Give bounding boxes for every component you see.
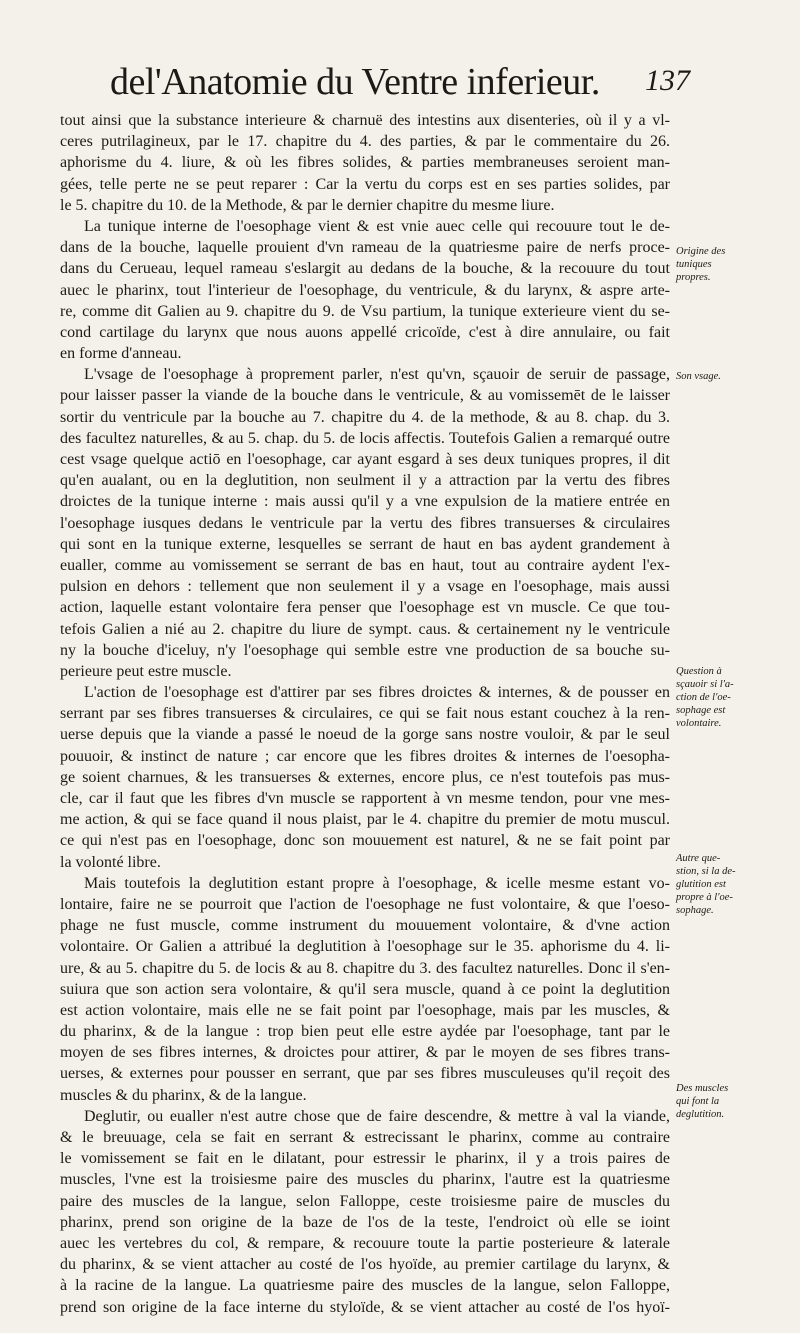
margin-note-line: qui font la — [676, 1096, 720, 1107]
main-text — [60, 110, 670, 1318]
text-line: auec le pharinx, tout l'interieur de l'oesophage, du ventricule, & du larynx, & aspre arte- — [60, 281, 670, 299]
text-line: re, comme dit Galien au 9. chapitre du 9. de Vsu partium, la tunique exterieure vient du se- — [60, 302, 670, 320]
margin-note — [676, 665, 798, 730]
text-line: ce qui n'est pas en l'oesophage, donc son mouuement est naturel, & ne se fait point par — [60, 832, 670, 850]
text-line: eualler, comme au vomissement se serrant de bas en haut, tout au contraire aydent l'ex- — [60, 556, 670, 574]
text-line: qu'en aualant, ou en la deglutition, non seulment il y a attraction par la vertu des fibres — [60, 472, 670, 490]
text-line: suiura que son action sera volontaire, & qu'il sera muscle, quand à ce point la deglutition — [60, 980, 670, 998]
paragraph — [60, 873, 670, 1106]
text-line: du pharinx, & se vient attacher au costé de l'os hyoïde, au premier cartilage du larynx, & — [60, 1256, 670, 1274]
text-line: muscles, l'vne est la troisiesme paire des muscles du pharinx, l'autre est la quatriesme — [60, 1171, 670, 1189]
text-line: pour laisser passer la viande de la bouche dans le ventricule, & au vomissemēt de le laisser — [60, 387, 670, 405]
text-line: droictes de la tunique interne : mais aussi qu'il y a vne expulsion de la matiere entrée en — [60, 493, 670, 511]
text-line: ceres putrilagineux, par le 17. chapitre du 4. des parties, & par le commentaire du 26. — [60, 133, 670, 151]
margin-note-line: sophage est — [676, 705, 726, 716]
paragraph — [60, 682, 670, 873]
margin-note-line: propre à l'oe- — [676, 892, 733, 903]
text-line: me action, & qui se face quand il nous plaist, par le 4. chapitre du premier de motu muscul. — [60, 811, 670, 829]
text-line: prend son origine de la face interne du styloïde, & se vient attacher au costé de l'os hyoï- — [60, 1298, 670, 1316]
text-line: L'action de l'oesophage est d'attirer par ses fibres droictes & internes, & de pousser en — [84, 684, 670, 702]
text-line: tefois Galien a nié au 2. chapitre du liure de sympt. caus. & certainement ny le ventricule — [60, 620, 670, 638]
text-line: sortir du ventricule par la bouche au 7. chapitre du 4. de la methode, & au 8. chap. du 3. — [60, 408, 670, 426]
text-line: du pharinx, & de la langue : trop bien peut elle estre aydée par l'oesophage, tant par le — [60, 1023, 670, 1041]
margin-note-line: Origine des — [676, 246, 726, 257]
running-head — [110, 60, 690, 110]
text-line: Deglutir, ou eualler n'est autre chose que de faire descendre, & mettre à val la viande, — [84, 1107, 670, 1125]
margin-note-line: Des muscles — [676, 1083, 729, 1094]
text-line: pharinx, prend son origine de la baze de l'os de la teste, l'endroict où elle se ioint — [60, 1213, 670, 1231]
running-title: del'Anatomie du Ventre inferieur. — [110, 61, 600, 103]
text-line: est action volontaire, mais elle ne se fait point par l'oesophage, mais par les muscles, & — [60, 1001, 670, 1019]
text-line: lontaire, faire ne se pourroit que l'action de l'oesophage ne fust volontaire, & que l'oeso- — [60, 895, 670, 913]
text-line: aphorisme du 4. liure, & où les fibres solides, & parties membraneuses seroient man- — [60, 154, 670, 172]
paragraph — [60, 1106, 670, 1318]
margin-note-line: ction de l'oe- — [676, 692, 731, 703]
text-line: ge soient charnues, & les transuerses & externes, encore plus, ce n'est toutefois pas mus- — [60, 768, 670, 786]
margin-note-line: deglutition. — [676, 1109, 725, 1120]
text-line: dans de la bouche, laquelle prouient d'vn rameau de la quatriesme paire de nerfs proce- — [60, 239, 670, 257]
text-line: ure, & au 5. chapitre du 5. de locis & au 8. chapitre du 3. des facultez naturelles. Donc il s'en- — [60, 959, 670, 977]
margin-note-line: Autre que- — [676, 853, 721, 864]
text-line: le vomissement se fait en le dilatant, pour estressir le pharinx, il y a trois paires de — [60, 1150, 670, 1168]
page-number: 137 — [645, 64, 690, 97]
margin-note-line: glutition est — [676, 879, 726, 890]
text-line: volontaire. Or Galien a attribué la deglutition à l'oesophage sur le 35. aphorisme du 4. li- — [60, 938, 670, 956]
text-line: ny la bouche d'iceluy, n'y l'oesophage qui semble estre vne production de sa bouche su- — [60, 641, 670, 659]
text-line: moyen de ses fibres internes, & droictes pour attirer, & par le moyen de ses fibres trans- — [60, 1044, 670, 1062]
text-line: tout ainsi que la substance interieure & charnuë des intestins aux disenteries, où il y a vl- — [60, 112, 670, 129]
text-line: phage ne fust muscle, comme instrument du mouuement volontaire, & d'vne action — [60, 917, 670, 935]
margin-note-line: sçauoir si l'a- — [676, 679, 734, 690]
paragraph — [60, 364, 670, 682]
margin-note-line: Son vsage. — [676, 371, 721, 382]
margin-note-line: stion, si la de- — [676, 866, 736, 877]
text-line: qui sont en la tunique externe, lesquelles se serrant de haut en bas aydent grandement à — [60, 535, 670, 553]
text-line: uerse depuis que la viande a passé le noeud de la gorge sans nostre vouloir, & par le seul — [60, 726, 670, 744]
text-line: auec les vertebres du col, & rempare, & recouure toute la partie posterieure & laterale — [60, 1234, 670, 1252]
text-line: à la racine de la langue. La quatriesme paire des muscles de la langue, selon Falloppe, — [60, 1277, 670, 1295]
text-line: le 5. chapitre du 10. de la Methode, & par le dernier chapitre du mesme liure. — [60, 196, 555, 214]
margin-note-line: sophage. — [676, 905, 714, 916]
text-line: la volonté libre. — [60, 853, 161, 871]
paragraph — [60, 110, 670, 216]
margin-note-line: tuniques — [676, 259, 712, 270]
text-line: pulsion en dehors : tellement que non seulement il y a vsage en l'oesophage, mais aussi — [60, 578, 670, 596]
text-line: uerses, & externes pour pousser en serrant, que par ses fibres musculeuses qu'il reçoit des — [60, 1065, 670, 1083]
text-line: serrant par ses fibres transuerses & circulaires, ce qui se fait nous estant couchez à la ren- — [60, 705, 670, 723]
text-line: paire des muscles de la langue, selon Falloppe, ceste troisiesme paire de muscles du — [60, 1192, 670, 1210]
text-line: Mais toutefois la deglutition estant propre à l'oesophage, & icelle mesme estant vo- — [84, 874, 670, 892]
text-line: l'oesophage iusques dedans le ventricule par la vertu des fibres transuerses & circulaires — [60, 514, 670, 532]
paragraph — [60, 216, 670, 364]
text-line: des facultez naturelles, & au 5. chap. du 5. de locis affectis. Toutefois Galien a remarqué outre — [60, 429, 670, 447]
text-line: cond cartilage du larynx que nous auons appellé cricoïde, c'est à dire annulaire, ou fait — [60, 323, 670, 341]
text-line: muscles & du pharinx, & de la langue. — [60, 1086, 307, 1104]
text-line: cle, car il faut que les fibres d'vn muscle se rapportent à vn mesme tendon, pour vne mes- — [60, 790, 670, 807]
margin-note-line: propres. — [676, 272, 711, 283]
text-line: L'vsage de l'oesophage à proprement parler, n'est qu'vn, sçauoir de seruir de passage, — [84, 366, 670, 384]
margin-note-line: volontaire. — [676, 718, 722, 729]
text-line: action, laquelle estant volontaire fera penser que l'oesophage est vn muscle. Ce que tou- — [60, 599, 670, 617]
text-line: dans du Cerueau, lequel rameau s'eslargit au dedans de la bouche, & la recouure du tout — [60, 260, 670, 278]
text-line: cest vsage quelque actiō en l'oesophage, car ayant esgard à ses deux tuniques propres, il dit — [60, 451, 670, 468]
margin-note-line: Question à — [676, 666, 722, 677]
margin-note — [676, 1082, 798, 1121]
text-line: gées, telle perte ne se peut reparer : Car la vertu du corps est en ses parties solides, par — [60, 175, 670, 193]
margin-note — [676, 370, 798, 383]
text-line: & le breuuage, cela se fait en serrant & estrecissant le pharinx, comme au contraire — [60, 1129, 670, 1146]
margin-note — [676, 852, 798, 917]
text-line: en forme d'anneau. — [60, 345, 182, 363]
text-line: pouuoir, & instinct de nature ; car encore que les fibres droites & internes de l'oesopha- — [60, 747, 670, 765]
margin-note — [676, 245, 798, 284]
text-line: perieure peut estre muscle. — [60, 662, 232, 680]
text-line: La tunique interne de l'oesophage vient & est vnie auec celle qui recouure tout le de- — [84, 217, 670, 235]
